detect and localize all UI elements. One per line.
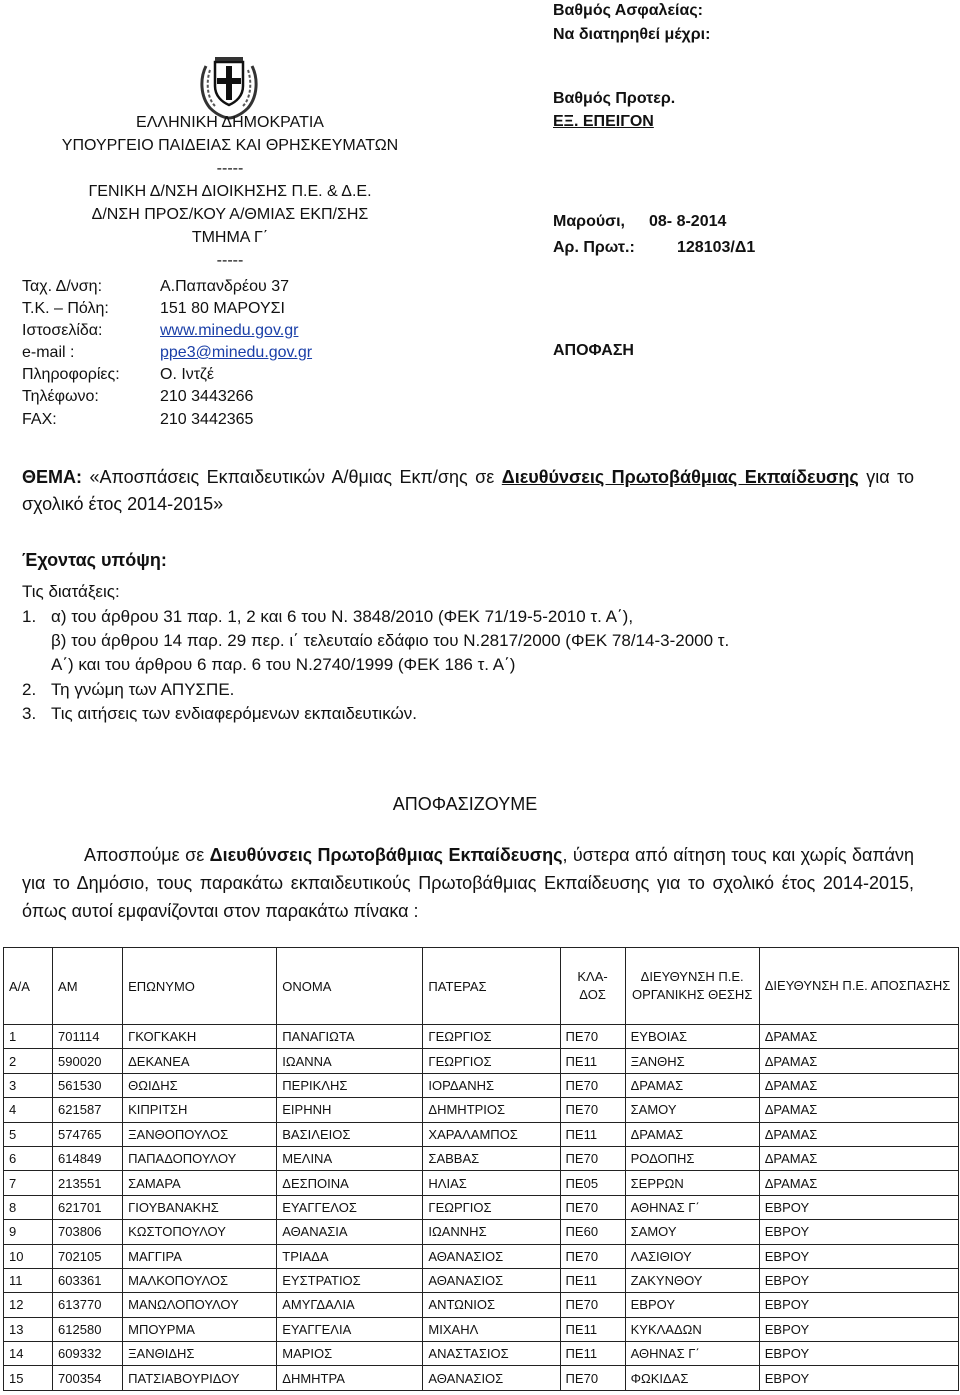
table-cell: ΞΑΝΘΟΠΟΥΛΟΣ xyxy=(123,1122,277,1146)
table-cell: ΚΙΠΡΙΤΣΗ xyxy=(123,1098,277,1122)
table-cell: ΔΡΑΜΑΣ xyxy=(625,1122,759,1146)
table-cell: ΣΑΜΟΥ xyxy=(625,1220,759,1244)
table-cell: ΔΗΜΗΤΡΙΟΣ xyxy=(423,1098,560,1122)
contact-value: 210 3442365 xyxy=(160,411,254,428)
table-cell: ΔΡΑΜΑΣ xyxy=(759,1073,958,1097)
table-cell: 14 xyxy=(4,1342,53,1366)
table-cell: ΓΕΩΡΓΙΟΣ xyxy=(423,1195,560,1219)
table-cell: ΓΕΩΡΓΙΟΣ xyxy=(423,1049,560,1073)
table-cell: ΛΑΣΙΘΙΟΥ xyxy=(625,1244,759,1268)
website-link[interactable]: www.minedu.gov.gr xyxy=(160,322,299,339)
table-cell: ΕΙΡΗΝΗ xyxy=(277,1098,423,1122)
item-line: Τις αιτήσεις των ενδιαφερόμενων εκπαιδευτικών. xyxy=(51,704,417,723)
column-header: ΑΜ xyxy=(53,948,123,1025)
table-row xyxy=(4,1293,959,1317)
table-cell: ΠΕ11 xyxy=(560,1268,625,1292)
header-separator: ----- xyxy=(216,252,244,269)
table-row xyxy=(4,1073,959,1097)
table-cell: ΞΑΝΘΙΔΗΣ xyxy=(123,1342,277,1366)
item-line: β) του άρθρου 14 παρ. 29 περ. ι΄ τελευταίο εδάφιο του Ν.2817/2000 (ΦΕΚ 78/14-3-2000 τ. xyxy=(51,631,730,650)
table-cell: 5 xyxy=(4,1122,53,1146)
contact-label: Τ.Κ. – Πόλη: xyxy=(22,300,109,317)
table-cell: ΣΕΡΡΩΝ xyxy=(625,1171,759,1195)
column-header: ΔΙΕΥΘΥΝΣΗ Π.Ε. ΟΡΓΑΝΙΚΗΣ ΘΕΣΗΣ xyxy=(625,948,759,1025)
table-cell: 1 xyxy=(4,1025,53,1049)
header-line-general-directorate: ΓΕΝΙΚΗ Δ/ΝΣΗ ΔΙΟΙΚΗΣΗΣ Π.Ε. & Δ.Ε. xyxy=(88,183,372,200)
security-grade: Βαθμός Ασφαλείας: xyxy=(553,2,703,19)
decision-bold-text: Διευθύνσεις Πρωτοβάθμιας Εκπαίδευσης xyxy=(209,845,563,865)
table-cell: 621587 xyxy=(53,1098,123,1122)
table-cell: ΠΑΠΑΔΟΠΟΥΛΟΥ xyxy=(123,1146,277,1170)
column-header: ΕΠΩΝΥΜΟ xyxy=(123,948,277,1025)
table-cell: ΕΒΡΟΥ xyxy=(759,1317,958,1341)
table-row xyxy=(4,1268,959,1292)
table-row xyxy=(4,1122,959,1146)
table-cell: 9 xyxy=(4,1220,53,1244)
document-date: 08- 8-2014 xyxy=(649,213,727,230)
table-cell: ΠΑΝΑΓΙΩΤΑ xyxy=(277,1025,423,1049)
header-line-ministry: ΥΠΟΥΡΓΕΙΟ ΠΑΙΔΕΙΑΣ ΚΑΙ ΘΡΗΣΚΕΥΜΑΤΩΝ xyxy=(61,137,399,154)
table-cell: ΓΚΟΓΚΑΚΗ xyxy=(123,1025,277,1049)
contact-value: Α.Παπανδρέου 37 xyxy=(160,278,290,295)
table-cell: ΘΩΙΔΗΣ xyxy=(123,1073,277,1097)
provisions-intro: Τις διατάξεις: xyxy=(22,582,120,601)
contact-value: 151 80 ΜΑΡΟΥΣΙ xyxy=(160,300,285,317)
subject-bold-text: Διευθύνσεις Πρωτοβάθμιας Εκπαίδευσης xyxy=(501,467,859,487)
decision-text: Αποσπούμε σε xyxy=(84,845,205,865)
protocol-label: Αρ. Πρωτ.: xyxy=(553,239,635,256)
table-cell: 609332 xyxy=(53,1342,123,1366)
table-cell: ΙΩΑΝΝΗΣ xyxy=(423,1220,560,1244)
table-cell: ΠΕ70 xyxy=(560,1293,625,1317)
table-cell: ΔΡΑΜΑΣ xyxy=(759,1171,958,1195)
protocol-row xyxy=(553,237,756,259)
subject-text: «Αποσπάσεις Εκπαιδευτικών Α/θμιας Εκπ/σης σε xyxy=(89,467,495,487)
table-cell: 10 xyxy=(4,1244,53,1268)
table-cell: ΠΑΤΣΙΑΒΟΥΡΙΔΟΥ xyxy=(123,1366,277,1390)
contact-label: Ταχ. Δ/νση: xyxy=(22,278,103,295)
ministry-header xyxy=(20,111,440,272)
table-cell: ΕΒΡΟΥ xyxy=(759,1244,958,1268)
decision-text-end: , ύστερα από αίτηση τους και χωρίς δαπάνη για το Δημόσιο, τους παρακάτω εκπαιδευτικούς Πρωτοβάθμιας Εκπαίδευσης για το σχολικό έτος 2014-2015, όπως αυτοί εμφανίζονται στον παρακάτω πίνακα : xyxy=(22,845,914,921)
table-cell: ΣΑΜΟΥ xyxy=(625,1098,759,1122)
table-cell: ΚΩΣΤΟΠΟΥΛΟΥ xyxy=(123,1220,277,1244)
table-cell: ΠΕ70 xyxy=(560,1146,625,1170)
table-cell: ΑΝΑΣΤΑΣΙΟΣ xyxy=(423,1342,560,1366)
column-header: ΠΑΤΕΡΑΣ xyxy=(423,948,560,1025)
table-cell: ΒΑΣΙΛΕΙΟΣ xyxy=(277,1122,423,1146)
table-cell: ΜΑΓΓΙΡΑ xyxy=(123,1244,277,1268)
table-cell: 621701 xyxy=(53,1195,123,1219)
table-cell: ΧΑΡΑΛΑΜΠΟΣ xyxy=(423,1122,560,1146)
table-cell: ΔΕΣΠΟΙΝΑ xyxy=(277,1171,423,1195)
contact-label: Ιστοσελίδα: xyxy=(22,322,103,339)
table-cell: ΙΩΑΝΝΑ xyxy=(277,1049,423,1073)
table-cell: ΡΟΔΟΠΗΣ xyxy=(625,1146,759,1170)
table-cell: 213551 xyxy=(53,1171,123,1195)
table-cell: ΜΙΧΑΗΛ xyxy=(423,1317,560,1341)
teachers-table xyxy=(3,947,959,1391)
table-cell: ΣΑΒΒΑΣ xyxy=(423,1146,560,1170)
table-cell: ΣΑΜΑΡΑ xyxy=(123,1171,277,1195)
table-cell: ΠΕ11 xyxy=(560,1049,625,1073)
table-cell: 590020 xyxy=(53,1049,123,1073)
table-cell: ΠΕ11 xyxy=(560,1317,625,1341)
table-cell: ΑΘΗΝΑΣ Γ΄ xyxy=(625,1342,759,1366)
decision-title: ΑΠΟΦΑΣΙΖΟΥΜΕ xyxy=(392,794,538,814)
table-cell: ΠΕ11 xyxy=(560,1342,625,1366)
table-cell: ΠΕ70 xyxy=(560,1244,625,1268)
table-row xyxy=(4,1220,959,1244)
table-cell: ΑΘΑΝΑΣΙΟΣ xyxy=(423,1366,560,1390)
table-cell: ΕΒΡΟΥ xyxy=(759,1195,958,1219)
table-cell: ΓΙΟΥΒΑΝΑΚΗΣ xyxy=(123,1195,277,1219)
table-cell: ΠΕ70 xyxy=(560,1025,625,1049)
table-cell: ΕΒΡΟΥ xyxy=(759,1220,958,1244)
header-separator: ----- xyxy=(216,160,244,177)
table-cell: ΔΡΑΜΑΣ xyxy=(625,1073,759,1097)
decision-paragraph xyxy=(22,841,914,925)
table-row xyxy=(4,1317,959,1341)
table-cell: ΔΕΚΑΝΕΑ xyxy=(123,1049,277,1073)
table-cell: ΔΡΑΜΑΣ xyxy=(759,1122,958,1146)
table-row xyxy=(4,1195,959,1219)
table-cell: 12 xyxy=(4,1293,53,1317)
table-cell: ΙΟΡΔΑΝΗΣ xyxy=(423,1073,560,1097)
table-cell: ΑΘΑΝΑΣΙΟΣ xyxy=(423,1268,560,1292)
contact-label: Τηλέφωνο: xyxy=(22,388,99,405)
table-cell: 614849 xyxy=(53,1146,123,1170)
table-cell: ΠΕ60 xyxy=(560,1220,625,1244)
table-cell: ΠΕ70 xyxy=(560,1098,625,1122)
protocol-number: 128103/Δ1 xyxy=(677,239,756,256)
table-cell: ΦΩΚΙΔΑΣ xyxy=(625,1366,759,1390)
contact-value: 210 3443266 xyxy=(160,388,254,405)
considering-heading: Έχοντας υπόψη: xyxy=(22,550,167,570)
table-cell: ΚΥΚΛΑΔΩΝ xyxy=(625,1317,759,1341)
table-row xyxy=(4,1025,959,1049)
table-cell: 702105 xyxy=(53,1244,123,1268)
table-cell: ΕΒΡΟΥ xyxy=(759,1293,958,1317)
table-cell: 13 xyxy=(4,1317,53,1341)
contact-label: e-mail : xyxy=(22,344,75,361)
table-row xyxy=(4,1342,959,1366)
table-row xyxy=(4,1146,959,1170)
table-cell: 603361 xyxy=(53,1268,123,1292)
urgent-flag: ΕΞ. ΕΠΕΙΓΟΝ xyxy=(553,113,654,130)
column-header: Α/Α xyxy=(4,948,53,1025)
table-header-row xyxy=(4,948,959,1025)
table-cell: ΠΕ05 xyxy=(560,1171,625,1195)
table-cell: ΜΑΛΚΟΠΟΥΛΟΣ xyxy=(123,1268,277,1292)
table-cell: ΠΕ11 xyxy=(560,1122,625,1146)
table-cell: ΜΠΟΥΡΜΑ xyxy=(123,1317,277,1341)
table-cell: 703806 xyxy=(53,1220,123,1244)
table-cell: 4 xyxy=(4,1098,53,1122)
table-cell: 15 xyxy=(4,1366,53,1390)
table-cell: 613770 xyxy=(53,1293,123,1317)
subject-paragraph xyxy=(22,464,914,518)
table-body xyxy=(4,1025,959,1391)
contact-label: Πληροφορίες: xyxy=(22,366,120,383)
table-cell: 11 xyxy=(4,1268,53,1292)
table-cell: ΞΑΝΘΗΣ xyxy=(625,1049,759,1073)
table-row xyxy=(4,1098,959,1122)
email-link[interactable]: ppe3@minedu.gov.gr xyxy=(160,344,313,361)
table-cell: ΕΒΡΟΥ xyxy=(625,1293,759,1317)
table-cell: ΠΕ70 xyxy=(560,1073,625,1097)
table-cell: ΜΕΛΙΝΑ xyxy=(277,1146,423,1170)
table-cell: ΑΘΑΝΑΣΙΟΣ xyxy=(423,1244,560,1268)
header-line-directorate: Δ/ΝΣΗ ΠΡΟΣ/ΚΟΥ Α/ΘΜΙΑΣ ΕΚΠ/ΣΗΣ xyxy=(91,206,369,223)
table-cell: ΑΜΥΓΔΑΛΙΑ xyxy=(277,1293,423,1317)
table-cell: 2 xyxy=(4,1049,53,1073)
table-cell: ΔΡΑΜΑΣ xyxy=(759,1025,958,1049)
table-row xyxy=(4,1049,959,1073)
contact-value: Ο. Ιντζέ xyxy=(160,366,215,383)
table-cell: ΔΡΑΜΑΣ xyxy=(759,1049,958,1073)
table-cell: ΠΕ70 xyxy=(560,1195,625,1219)
table-cell: ΕΥΒΟΙΑΣ xyxy=(625,1025,759,1049)
table-cell: ΑΘΑΝΑΣΙΑ xyxy=(277,1220,423,1244)
table-cell: ΗΛΙΑΣ xyxy=(423,1171,560,1195)
table-cell: 574765 xyxy=(53,1122,123,1146)
item-line: Τη γνώμη των ΑΠΥΣΠΕ. xyxy=(51,680,235,699)
table-cell: 561530 xyxy=(53,1073,123,1097)
item-line: Α΄) και του άρθρου 6 παρ. 6 του Ν.2740/1999 (ΦΕΚ 186 τ. Α΄) xyxy=(51,655,516,674)
coat-of-arms-emblem xyxy=(196,52,262,120)
table-cell: ΜΑΡΙΟΣ xyxy=(277,1342,423,1366)
table-cell: 612580 xyxy=(53,1317,123,1341)
item-line: α) του άρθρου 31 παρ. 1, 2 και 6 του Ν. 3848/2010 (ΦΕΚ 71/19-5-2010 τ. Α΄), xyxy=(51,607,634,626)
table-cell: 700354 xyxy=(53,1366,123,1390)
table-cell: 3 xyxy=(4,1073,53,1097)
header-line-country: ΕΛΛΗΝΙΚΗ ΔΗΜΟΚΡΑΤΙΑ xyxy=(136,114,324,131)
table-cell: ΕΥΑΓΓΕΛΟΣ xyxy=(277,1195,423,1219)
table-cell: ΖΑΚΥΝΘΟΥ xyxy=(625,1268,759,1292)
subject-label: ΘΕΜΑ: xyxy=(22,467,82,487)
table-cell: ΠΕΡΙΚΛΗΣ xyxy=(277,1073,423,1097)
table-row xyxy=(4,1171,959,1195)
table-cell: 6 xyxy=(4,1146,53,1170)
table-cell: ΕΒΡΟΥ xyxy=(759,1366,958,1390)
table-row xyxy=(4,1366,959,1390)
item-number: 1. xyxy=(22,607,37,626)
table-cell: 8 xyxy=(4,1195,53,1219)
place-date-row xyxy=(553,211,727,233)
table-row xyxy=(4,1244,959,1268)
table-cell: ΕΥΑΓΓΕΛΙΑ xyxy=(277,1317,423,1341)
table-cell: 701114 xyxy=(53,1025,123,1049)
column-header: ΟΝΟΜΑ xyxy=(277,948,423,1025)
table-cell: ΜΑΝΩΛΟΠΟΥΛΟΥ xyxy=(123,1293,277,1317)
table-cell: ΕΒΡΟΥ xyxy=(759,1342,958,1366)
item-number: 2. xyxy=(22,680,37,699)
place-label: Μαρούσι, xyxy=(553,213,625,230)
column-header: ΚΛΑ-ΔΟΣ xyxy=(560,948,625,1025)
column-header: ΔΙΕΥΘΥΝΣΗ Π.Ε. ΑΠΟΣΠΑΣΗΣ xyxy=(759,948,958,1025)
table-cell: ΑΘΗΝΑΣ Γ΄ xyxy=(625,1195,759,1219)
table-cell: ΓΕΩΡΓΙΟΣ xyxy=(423,1025,560,1049)
document-type: ΑΠΟΦΑΣΗ xyxy=(553,342,634,359)
header-line-department: ΤΜΗΜΑ Γ΄ xyxy=(191,229,269,246)
table-cell: ΔΡΑΜΑΣ xyxy=(759,1098,958,1122)
table-cell: ΠΕ70 xyxy=(560,1366,625,1390)
table-cell: ΕΥΣΤΡΑΤΙΟΣ xyxy=(277,1268,423,1292)
table-cell: 7 xyxy=(4,1171,53,1195)
item-number: 3. xyxy=(22,704,37,723)
retain-until: Να διατηρηθεί μέχρι: xyxy=(553,26,711,43)
table-cell: ΔΗΜΗΤΡΑ xyxy=(277,1366,423,1390)
priority-grade: Βαθμός Προτερ. xyxy=(553,90,676,107)
contact-label: FAX: xyxy=(22,411,57,428)
table-cell: ΔΡΑΜΑΣ xyxy=(759,1146,958,1170)
subject-text-end: για το σχολικό έτος 2014-2015» xyxy=(22,467,914,514)
table-cell: ΤΡΙΑΔΑ xyxy=(277,1244,423,1268)
table-cell: ΕΒΡΟΥ xyxy=(759,1268,958,1292)
table-cell: ΑΝΤΩΝΙΟΣ xyxy=(423,1293,560,1317)
